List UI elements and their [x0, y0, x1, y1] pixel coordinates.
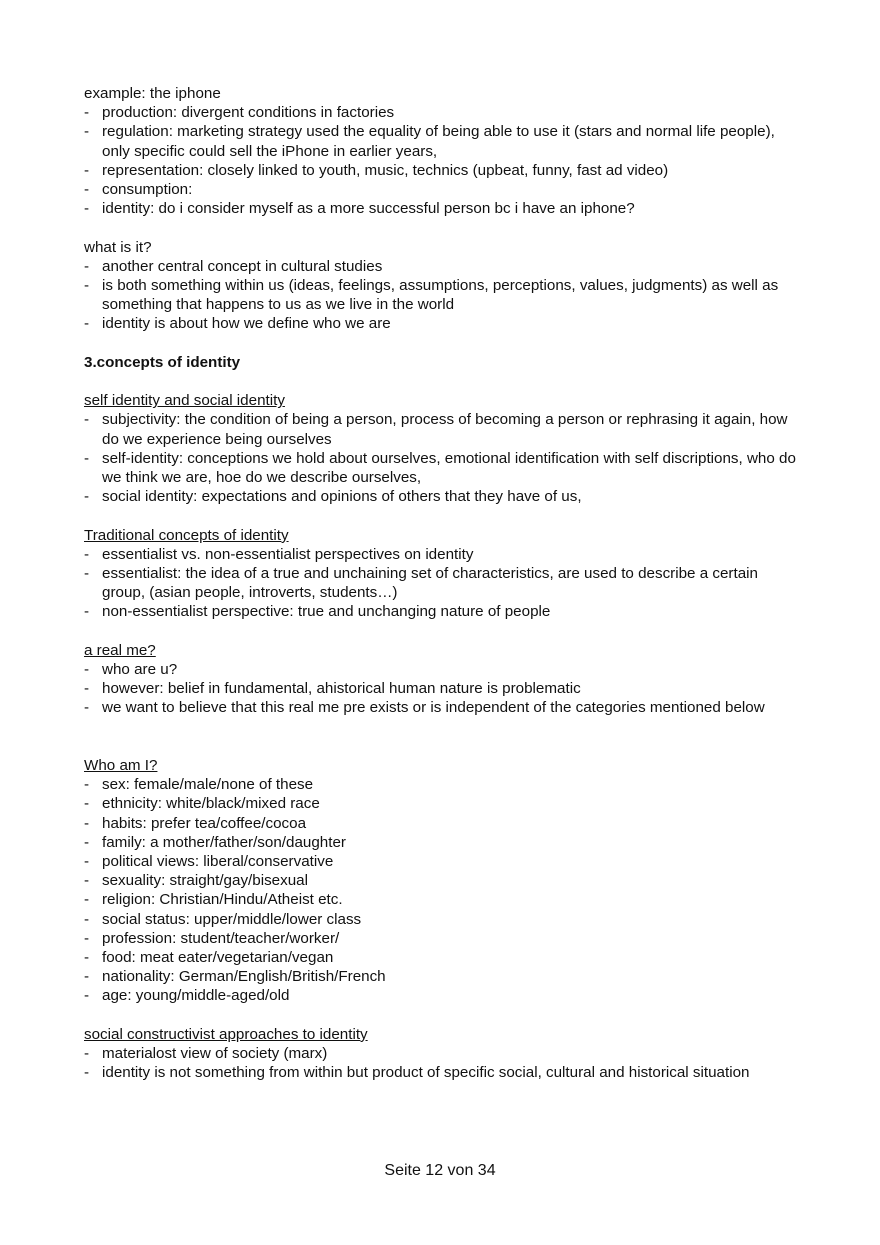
bullet-dash: -: [84, 411, 90, 429]
list-item: - we want to believe that this real me pre exists or is independent of the categories mentioned below: [84, 699, 765, 717]
bullet-dash: -: [84, 833, 90, 851]
bullet-dash: -: [84, 277, 90, 295]
bullet-dash: -: [84, 545, 90, 563]
constructivist-list: [84, 1044, 804, 1082]
bullet-dash: -: [84, 910, 90, 928]
bullet-dash: -: [84, 181, 90, 199]
list-item: - is both something within us (ideas, feelings, assumptions, perceptions, values, judgments) as well as something that happens to us as we live in the world: [84, 277, 779, 314]
list-item: - political views: liberal/conservative: [84, 853, 334, 871]
who-am-i-list: [84, 775, 804, 1005]
list-item: - family: a mother/father/son/daughter: [84, 833, 346, 851]
constructivist-title: social constructivist approaches to identity: [84, 1025, 368, 1043]
list-item: - however: belief in fundamental, ahistorical human nature is problematic: [84, 680, 581, 698]
bullet-dash: -: [84, 603, 90, 621]
example-title: example: the iphone: [84, 85, 221, 102]
list-item: - production: divergent conditions in factories: [84, 104, 395, 122]
list-item: - nationality: German/English/British/French: [84, 968, 386, 986]
section-heading: 3.concepts of identity: [84, 353, 241, 371]
bullet-dash: -: [84, 891, 90, 909]
real-me-title: a real me?: [84, 641, 156, 659]
list-item: - religion: Christian/Hindu/Atheist etc.: [84, 891, 343, 909]
bullet-dash: -: [84, 1045, 90, 1063]
bullet-dash: -: [84, 161, 90, 179]
list-item: - self-identity: conceptions we hold about ourselves, emotional identification with self discriptions, who do we think we are, hoe do we describe ourselves,: [84, 449, 796, 487]
bullet-dash: -: [84, 929, 90, 947]
bullet-dash: -: [84, 200, 90, 218]
list-item: - non-essentialist perspective: true and unchanging nature of people: [84, 603, 551, 621]
list-item: - food: meat eater/vegetarian/vegan: [84, 949, 334, 967]
list-item: - sex: female/male/none of these: [84, 776, 314, 794]
bullet-dash: -: [84, 315, 90, 333]
example-list: [84, 103, 804, 218]
bullet-dash: -: [84, 699, 90, 717]
who-am-i-title: Who am I?: [84, 757, 158, 775]
list-item: - consumption:: [84, 181, 193, 199]
list-item: - social identity: expectations and opinions of others that they have of us,: [84, 488, 582, 506]
page-content: [84, 84, 804, 1082]
traditional-title: Traditional concepts of identity: [84, 526, 289, 544]
real-me-list: [84, 660, 804, 718]
list-item: - habits: prefer tea/coffee/cocoa: [84, 814, 307, 832]
what-title: what is it?: [84, 238, 152, 256]
bullet-dash: -: [84, 776, 90, 794]
bullet-dash: -: [84, 123, 90, 141]
list-item: - essentialist: the idea of a true and unchaining set of characteristics, are used to describe a certain group, (asian people, introverts, students…): [84, 565, 758, 602]
bullet-dash: -: [84, 257, 90, 275]
bullet-dash: -: [84, 795, 90, 813]
bullet-dash: -: [84, 680, 90, 698]
list-item: - subjectivity: the condition of being a person, process of becoming a person or rephrasing it again, how do we experience being ourselves: [84, 411, 788, 448]
page-number-footer: Seite 12 von 34: [384, 1162, 496, 1179]
list-item: - ethnicity: white/black/mixed race: [84, 795, 320, 813]
list-item: - representation: closely linked to youth, music, technics (upbeat, funny, fast ad video): [84, 161, 669, 179]
bullet-dash: -: [84, 1064, 90, 1082]
list-item: - sexuality: straight/gay/bisexual: [84, 872, 308, 890]
bullet-dash: -: [84, 968, 90, 986]
list-item: - identity is not something from within but product of specific social, cultural and historical situation: [84, 1064, 750, 1082]
list-item: - regulation: marketing strategy used the equality of being able to use it (stars and normal life people), only specific could sell the iPhone in earlier years,: [84, 123, 775, 160]
bullet-dash: -: [84, 987, 90, 1005]
self-identity-list: [84, 410, 804, 506]
list-item: - identity: do i consider myself as a more successful person bc i have an iphone?: [84, 200, 635, 218]
list-item: - essentialist vs. non-essentialist perspectives on identity: [84, 545, 474, 563]
list-item: - age: young/middle-aged/old: [84, 987, 290, 1005]
list-item: - who are u?: [84, 661, 178, 679]
list-item: - materialost view of society (marx): [84, 1045, 328, 1063]
self-identity-title: self identity and social identity: [84, 392, 285, 410]
list-item: - another central concept in cultural studies: [84, 257, 383, 275]
what-list: [84, 257, 804, 334]
bullet-dash: -: [84, 449, 90, 467]
traditional-list: [84, 545, 804, 622]
bullet-dash: -: [84, 814, 90, 832]
bullet-dash: -: [84, 104, 90, 122]
bullet-dash: -: [84, 565, 90, 583]
bullet-dash: -: [84, 661, 90, 679]
bullet-dash: -: [84, 872, 90, 890]
list-item: - social status: upper/middle/lower class: [84, 910, 362, 928]
bullet-dash: -: [84, 949, 90, 967]
list-item: - profession: student/teacher/worker/: [84, 929, 340, 947]
bullet-dash: -: [84, 853, 90, 871]
bullet-dash: -: [84, 488, 90, 506]
list-item: - identity is about how we define who we are: [84, 315, 391, 333]
